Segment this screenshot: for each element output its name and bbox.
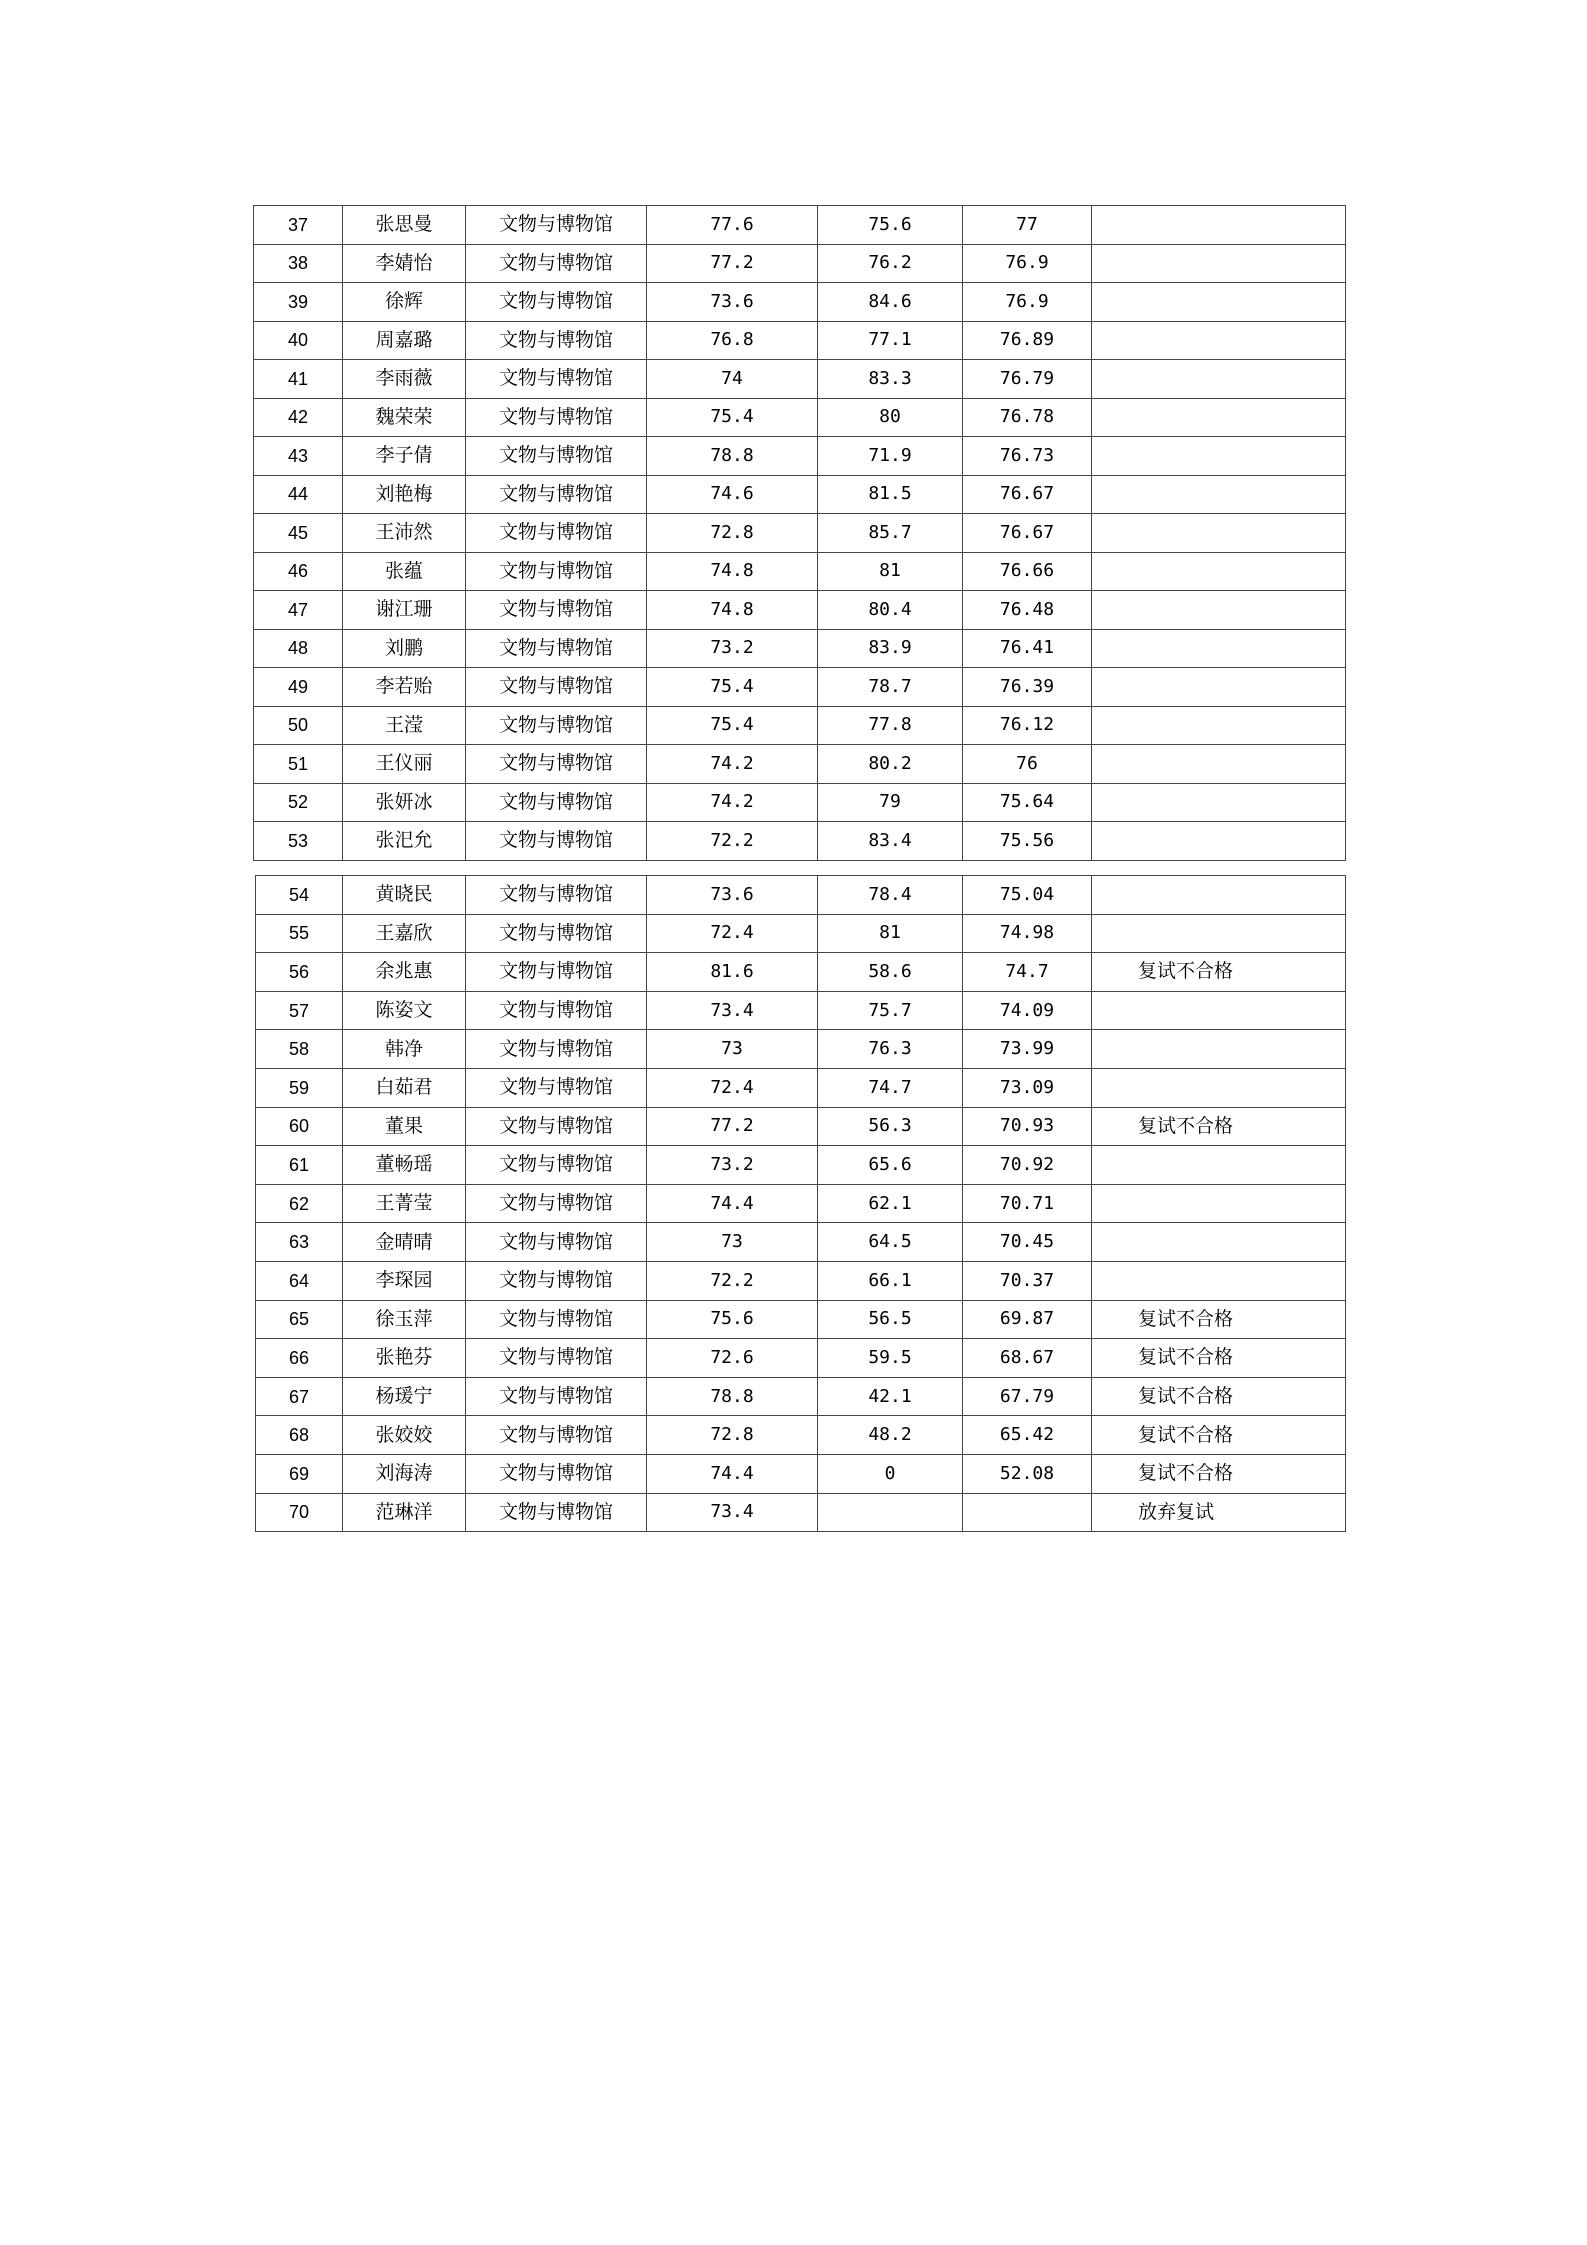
score-initial-cell: 73.4 [647, 991, 818, 1030]
score-initial-cell: 73.2 [647, 1146, 818, 1185]
row-number-cell: 70 [256, 1493, 343, 1532]
remark-cell: 复试不合格 [1092, 1377, 1346, 1416]
table-row [256, 876, 1346, 915]
department-cell: 文物与博物馆 [466, 1146, 647, 1185]
department-cell: 文物与博物馆 [466, 1030, 647, 1069]
remark-cell [1092, 1261, 1346, 1300]
table-row [254, 745, 1346, 784]
score-initial-cell: 72.4 [647, 1068, 818, 1107]
department-cell: 文物与博物馆 [466, 1416, 647, 1455]
score-total-cell: 76 [963, 745, 1092, 784]
candidate-name-cell: 董畅瑶 [343, 1146, 466, 1185]
department-cell: 文物与博物馆 [466, 822, 647, 861]
score-total-cell: 76.79 [963, 360, 1092, 399]
candidate-name-cell: 范琳洋 [343, 1493, 466, 1532]
score-total-cell [963, 1493, 1092, 1532]
candidate-name-cell: 杨瑗宁 [343, 1377, 466, 1416]
score-retest-cell: 85.7 [818, 514, 963, 553]
table-row [256, 1454, 1346, 1493]
department-cell: 文物与博物馆 [466, 1068, 647, 1107]
score-initial-cell: 72.8 [647, 514, 818, 553]
score-retest-cell: 59.5 [818, 1339, 963, 1378]
table-row [254, 668, 1346, 707]
remark-cell [1092, 745, 1346, 784]
score-retest-cell: 74.7 [818, 1068, 963, 1107]
remark-cell [1092, 437, 1346, 476]
row-number-cell: 55 [256, 914, 343, 953]
department-cell: 文物与博物馆 [466, 244, 647, 283]
score-retest-cell [818, 1493, 963, 1532]
candidate-name-cell: 周嘉璐 [343, 321, 466, 360]
score-total-cell: 76.9 [963, 244, 1092, 283]
remark-cell [1092, 706, 1346, 745]
candidate-name-cell: 谢江珊 [343, 591, 466, 630]
row-number-cell: 43 [254, 437, 343, 476]
table-row [254, 398, 1346, 437]
table-row [254, 437, 1346, 476]
row-number-cell: 44 [254, 475, 343, 514]
score-initial-cell: 75.4 [647, 706, 818, 745]
row-number-cell: 48 [254, 629, 343, 668]
score-initial-cell: 73.6 [647, 876, 818, 915]
department-cell: 文物与博物馆 [466, 514, 647, 553]
score-retest-cell: 64.5 [818, 1223, 963, 1262]
score-retest-cell: 80.4 [818, 591, 963, 630]
remark-cell [1092, 822, 1346, 861]
score-total-cell: 68.67 [963, 1339, 1092, 1378]
table-row [254, 706, 1346, 745]
score-retest-cell: 75.7 [818, 991, 963, 1030]
score-initial-cell: 73.4 [647, 1493, 818, 1532]
remark-cell [1092, 321, 1346, 360]
department-cell: 文物与博物馆 [466, 475, 647, 514]
table-row [254, 552, 1346, 591]
score-initial-cell: 73 [647, 1223, 818, 1262]
row-number-cell: 64 [256, 1261, 343, 1300]
score-initial-cell: 74.4 [647, 1454, 818, 1493]
candidate-name-cell: 陈姿文 [343, 991, 466, 1030]
score-retest-cell: 76.2 [818, 244, 963, 283]
candidate-name-cell: 张艳芬 [343, 1339, 466, 1378]
remark-cell: 复试不合格 [1092, 1454, 1346, 1493]
score-total-cell: 76.67 [963, 514, 1092, 553]
score-retest-cell: 83.3 [818, 360, 963, 399]
score-initial-cell: 78.8 [647, 1377, 818, 1416]
department-cell: 文物与博物馆 [466, 1454, 647, 1493]
table-row [254, 360, 1346, 399]
department-cell: 文物与博物馆 [466, 783, 647, 822]
department-cell: 文物与博物馆 [466, 1493, 647, 1532]
row-number-cell: 66 [256, 1339, 343, 1378]
row-number-cell: 40 [254, 321, 343, 360]
candidate-name-cell: 王沛然 [343, 514, 466, 553]
candidate-name-cell: 余兆惠 [343, 953, 466, 992]
remark-cell [1092, 514, 1346, 553]
department-cell: 文物与博物馆 [466, 1107, 647, 1146]
score-total-cell: 76.78 [963, 398, 1092, 437]
remark-cell [1092, 1068, 1346, 1107]
score-initial-cell: 72.2 [647, 1261, 818, 1300]
remark-cell [1092, 591, 1346, 630]
score-initial-cell: 72.4 [647, 914, 818, 953]
candidate-name-cell: 王滢 [343, 706, 466, 745]
score-total-cell: 70.37 [963, 1261, 1092, 1300]
table-row [256, 991, 1346, 1030]
row-number-cell: 51 [254, 745, 343, 784]
score-retest-cell: 84.6 [818, 283, 963, 322]
score-total-cell: 75.64 [963, 783, 1092, 822]
score-retest-cell: 78.7 [818, 668, 963, 707]
row-number-cell: 57 [256, 991, 343, 1030]
remark-cell [1092, 1146, 1346, 1185]
table-row [256, 1107, 1346, 1146]
score-total-cell: 52.08 [963, 1454, 1092, 1493]
score-initial-cell: 74.8 [647, 591, 818, 630]
department-cell: 文物与博物馆 [466, 360, 647, 399]
score-initial-cell: 74 [647, 360, 818, 399]
score-initial-cell: 81.6 [647, 953, 818, 992]
candidate-name-cell: 李子倩 [343, 437, 466, 476]
remark-cell [1092, 876, 1346, 915]
candidate-name-cell: 白茹君 [343, 1068, 466, 1107]
score-initial-cell: 78.8 [647, 437, 818, 476]
remark-cell: 复试不合格 [1092, 1107, 1346, 1146]
score-retest-cell: 48.2 [818, 1416, 963, 1455]
row-number-cell: 60 [256, 1107, 343, 1146]
row-number-cell: 56 [256, 953, 343, 992]
row-number-cell: 46 [254, 552, 343, 591]
row-number-cell: 69 [256, 1454, 343, 1493]
table-row [254, 514, 1346, 553]
score-initial-cell: 73 [647, 1030, 818, 1069]
score-total-cell: 76.39 [963, 668, 1092, 707]
score-initial-cell: 74.6 [647, 475, 818, 514]
remark-cell: 复试不合格 [1092, 1339, 1346, 1378]
row-number-cell: 42 [254, 398, 343, 437]
table-row [256, 1339, 1346, 1378]
score-total-cell: 74.09 [963, 991, 1092, 1030]
candidate-name-cell: 李婧怡 [343, 244, 466, 283]
score-table-part-1 [253, 205, 1346, 861]
department-cell: 文物与博物馆 [466, 437, 647, 476]
score-retest-cell: 76.3 [818, 1030, 963, 1069]
remark-cell: 放弃复试 [1092, 1493, 1346, 1532]
score-retest-cell: 0 [818, 1454, 963, 1493]
table-row [254, 629, 1346, 668]
candidate-name-cell: 徐玉萍 [343, 1300, 466, 1339]
candidate-name-cell: 李琛园 [343, 1261, 466, 1300]
score-retest-cell: 80 [818, 398, 963, 437]
remark-cell [1092, 552, 1346, 591]
score-total-cell: 76.48 [963, 591, 1092, 630]
department-cell: 文物与博物馆 [466, 398, 647, 437]
remark-cell [1092, 914, 1346, 953]
candidate-name-cell: 王菁莹 [343, 1184, 466, 1223]
table-row [256, 1416, 1346, 1455]
row-number-cell: 67 [256, 1377, 343, 1416]
row-number-cell: 54 [256, 876, 343, 915]
row-number-cell: 63 [256, 1223, 343, 1262]
candidate-name-cell: 王嘉欣 [343, 914, 466, 953]
candidate-name-cell: 张汜允 [343, 822, 466, 861]
table-row [256, 914, 1346, 953]
remark-cell [1092, 283, 1346, 322]
candidate-name-cell: 张思曼 [343, 206, 466, 245]
score-total-cell: 73.09 [963, 1068, 1092, 1107]
row-number-cell: 61 [256, 1146, 343, 1185]
score-retest-cell: 65.6 [818, 1146, 963, 1185]
candidate-name-cell: 刘海涛 [343, 1454, 466, 1493]
table-row [256, 1300, 1346, 1339]
candidate-name-cell: 韩净 [343, 1030, 466, 1069]
score-retest-cell: 83.4 [818, 822, 963, 861]
row-number-cell: 58 [256, 1030, 343, 1069]
department-cell: 文物与博物馆 [466, 1300, 647, 1339]
department-cell: 文物与博物馆 [466, 876, 647, 915]
candidate-name-cell: 董果 [343, 1107, 466, 1146]
score-retest-cell: 71.9 [818, 437, 963, 476]
row-number-cell: 68 [256, 1416, 343, 1455]
score-initial-cell: 72.6 [647, 1339, 818, 1378]
candidate-name-cell: 刘鹏 [343, 629, 466, 668]
remark-cell [1092, 360, 1346, 399]
department-cell: 文物与博物馆 [466, 914, 647, 953]
score-initial-cell: 74.2 [647, 745, 818, 784]
candidate-name-cell: 魏荣荣 [343, 398, 466, 437]
table-row [254, 783, 1346, 822]
candidate-name-cell: 王仪丽 [343, 745, 466, 784]
score-retest-cell: 80.2 [818, 745, 963, 784]
candidate-name-cell: 张妍冰 [343, 783, 466, 822]
table-row [254, 591, 1346, 630]
row-number-cell: 45 [254, 514, 343, 553]
score-retest-cell: 56.5 [818, 1300, 963, 1339]
score-retest-cell: 77.8 [818, 706, 963, 745]
table-row [256, 1377, 1346, 1416]
row-number-cell: 59 [256, 1068, 343, 1107]
score-total-cell: 67.79 [963, 1377, 1092, 1416]
department-cell: 文物与博物馆 [466, 206, 647, 245]
department-cell: 文物与博物馆 [466, 629, 647, 668]
score-total-cell: 70.45 [963, 1223, 1092, 1262]
score-initial-cell: 75.4 [647, 398, 818, 437]
row-number-cell: 50 [254, 706, 343, 745]
score-initial-cell: 73.6 [647, 283, 818, 322]
score-retest-cell: 83.9 [818, 629, 963, 668]
remark-cell [1092, 1184, 1346, 1223]
score-total-cell: 70.93 [963, 1107, 1092, 1146]
table-row [256, 1184, 1346, 1223]
department-cell: 文物与博物馆 [466, 1223, 647, 1262]
score-total-cell: 65.42 [963, 1416, 1092, 1455]
score-retest-cell: 77.1 [818, 321, 963, 360]
candidate-name-cell: 李雨薇 [343, 360, 466, 399]
row-number-cell: 62 [256, 1184, 343, 1223]
row-number-cell: 47 [254, 591, 343, 630]
score-retest-cell: 66.1 [818, 1261, 963, 1300]
remark-cell [1092, 991, 1346, 1030]
score-total-cell: 77 [963, 206, 1092, 245]
remark-cell [1092, 1223, 1346, 1262]
table-row [254, 244, 1346, 283]
score-retest-cell: 81 [818, 552, 963, 591]
row-number-cell: 65 [256, 1300, 343, 1339]
remark-cell: 复试不合格 [1092, 953, 1346, 992]
row-number-cell: 38 [254, 244, 343, 283]
department-cell: 文物与博物馆 [466, 283, 647, 322]
score-total-cell: 76.12 [963, 706, 1092, 745]
score-initial-cell: 77.2 [647, 1107, 818, 1146]
department-cell: 文物与博物馆 [466, 991, 647, 1030]
score-total-cell: 75.04 [963, 876, 1092, 915]
score-total-cell: 74.98 [963, 914, 1092, 953]
score-total-cell: 74.7 [963, 953, 1092, 992]
candidate-name-cell: 徐辉 [343, 283, 466, 322]
table-row [254, 206, 1346, 245]
score-total-cell: 76.9 [963, 283, 1092, 322]
row-number-cell: 52 [254, 783, 343, 822]
score-total-cell: 76.41 [963, 629, 1092, 668]
remark-cell [1092, 206, 1346, 245]
candidate-name-cell: 黄晓民 [343, 876, 466, 915]
score-retest-cell: 58.6 [818, 953, 963, 992]
score-retest-cell: 81 [818, 914, 963, 953]
score-total-cell: 76.89 [963, 321, 1092, 360]
department-cell: 文物与博物馆 [466, 745, 647, 784]
department-cell: 文物与博物馆 [466, 552, 647, 591]
department-cell: 文物与博物馆 [466, 706, 647, 745]
table-row [256, 1030, 1346, 1069]
score-initial-cell: 72.8 [647, 1416, 818, 1455]
remark-cell [1092, 475, 1346, 514]
department-cell: 文物与博物馆 [466, 591, 647, 630]
score-total-cell: 76.73 [963, 437, 1092, 476]
score-retest-cell: 42.1 [818, 1377, 963, 1416]
score-total-cell: 75.56 [963, 822, 1092, 861]
score-initial-cell: 77.2 [647, 244, 818, 283]
table-row [256, 1068, 1346, 1107]
score-initial-cell: 77.6 [647, 206, 818, 245]
score-total-cell: 70.92 [963, 1146, 1092, 1185]
score-retest-cell: 78.4 [818, 876, 963, 915]
remark-cell [1092, 629, 1346, 668]
remark-cell [1092, 668, 1346, 707]
remark-cell: 复试不合格 [1092, 1300, 1346, 1339]
department-cell: 文物与博物馆 [466, 668, 647, 707]
remark-cell [1092, 1030, 1346, 1069]
table-row [256, 1223, 1346, 1262]
score-initial-cell: 73.2 [647, 629, 818, 668]
department-cell: 文物与博物馆 [466, 1377, 647, 1416]
score-initial-cell: 75.4 [647, 668, 818, 707]
candidate-name-cell: 李若贻 [343, 668, 466, 707]
score-table-part-2 [255, 875, 1346, 1532]
candidate-name-cell: 刘艳梅 [343, 475, 466, 514]
remark-cell [1092, 783, 1346, 822]
score-initial-cell: 76.8 [647, 321, 818, 360]
table-row [256, 1493, 1346, 1532]
score-retest-cell: 62.1 [818, 1184, 963, 1223]
score-total-cell: 69.87 [963, 1300, 1092, 1339]
score-initial-cell: 75.6 [647, 1300, 818, 1339]
row-number-cell: 39 [254, 283, 343, 322]
candidate-name-cell: 张蕴 [343, 552, 466, 591]
remark-cell [1092, 398, 1346, 437]
department-cell: 文物与博物馆 [466, 1261, 647, 1300]
row-number-cell: 37 [254, 206, 343, 245]
candidate-name-cell: 金晴晴 [343, 1223, 466, 1262]
table-row [254, 321, 1346, 360]
table-row [256, 1146, 1346, 1185]
score-initial-cell: 72.2 [647, 822, 818, 861]
department-cell: 文物与博物馆 [466, 953, 647, 992]
score-retest-cell: 56.3 [818, 1107, 963, 1146]
score-retest-cell: 75.6 [818, 206, 963, 245]
score-initial-cell: 74.4 [647, 1184, 818, 1223]
row-number-cell: 53 [254, 822, 343, 861]
department-cell: 文物与博物馆 [466, 1184, 647, 1223]
score-initial-cell: 74.8 [647, 552, 818, 591]
remark-cell: 复试不合格 [1092, 1416, 1346, 1455]
row-number-cell: 49 [254, 668, 343, 707]
row-number-cell: 41 [254, 360, 343, 399]
candidate-name-cell: 张姣姣 [343, 1416, 466, 1455]
table-row [256, 953, 1346, 992]
table-row [254, 283, 1346, 322]
table-row [256, 1261, 1346, 1300]
score-total-cell: 70.71 [963, 1184, 1092, 1223]
department-cell: 文物与博物馆 [466, 1339, 647, 1378]
remark-cell [1092, 244, 1346, 283]
score-retest-cell: 81.5 [818, 475, 963, 514]
table-row [254, 822, 1346, 861]
score-initial-cell: 74.2 [647, 783, 818, 822]
score-retest-cell: 79 [818, 783, 963, 822]
department-cell: 文物与博物馆 [466, 321, 647, 360]
table-row [254, 475, 1346, 514]
score-total-cell: 76.67 [963, 475, 1092, 514]
score-total-cell: 73.99 [963, 1030, 1092, 1069]
score-total-cell: 76.66 [963, 552, 1092, 591]
